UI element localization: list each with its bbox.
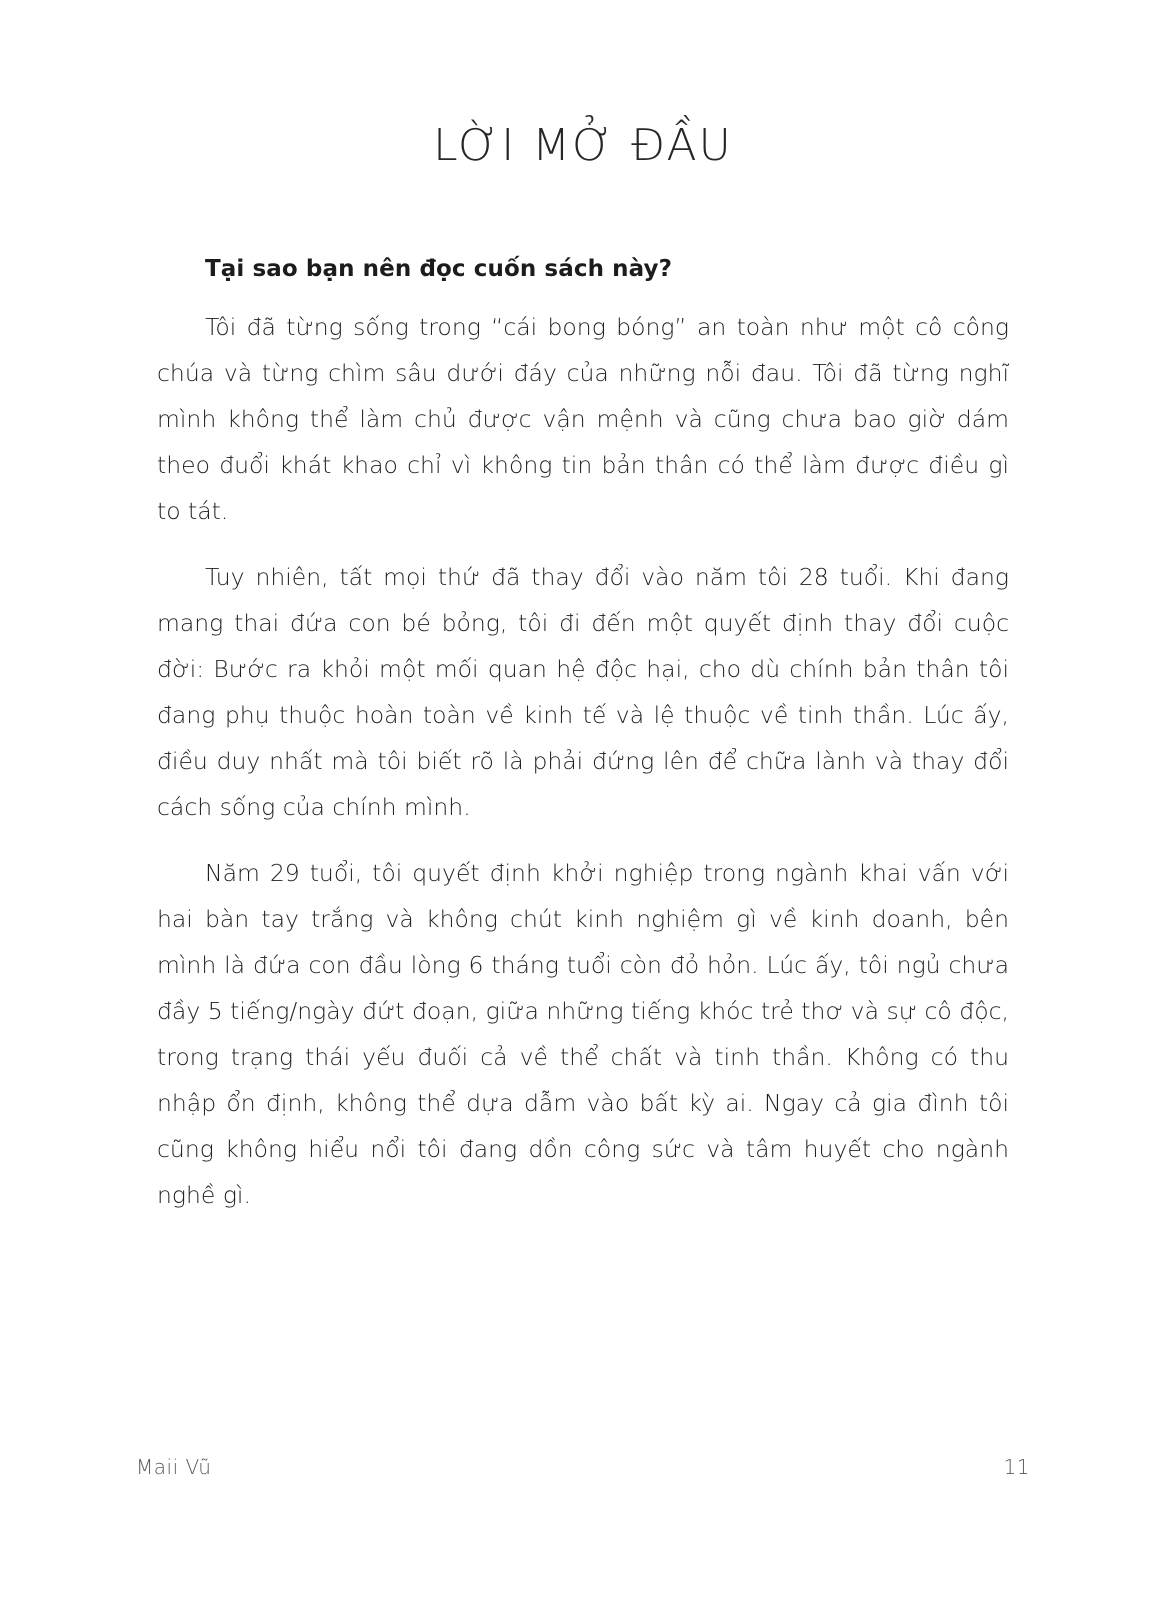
footer-page-number: 11: [1003, 1455, 1030, 1479]
paragraph: Tôi đã từng sống trong “cái bong bóng” an toàn như một cô công chúa và từng chìm sâu dưới đáy của những nỗi đau. Tôi đã từng nghĩ mình không thể làm chủ được vận mệnh và cũng chưa bao giờ dám theo đuổi khát khao chỉ vì không tin bản thân có thể làm được điều gì to tát.: [157, 313, 1009, 526]
section-subheading: Tại sao bạn nên đọc cuốn sách này?: [205, 256, 673, 283]
footer-author: Maii Vũ: [136, 1455, 212, 1479]
chapter-title: LỜI MỞ ĐẦU: [433, 120, 733, 171]
paragraph: Năm 29 tuổi, tôi quyết định khởi nghiệp trong ngành khai vấn với hai bàn tay trắng và không chút kinh nghiệm gì về kinh doanh, bên mình là đứa con đầu lòng 6 tháng tuổi còn đỏ hỏn. Lúc ấy, tôi ngủ chưa đầy 5 tiếng/ngày đứt đoạn, giữa những tiếng khóc trẻ thơ và sự cô độc, trong trạng thái yếu đuối cả về thể chất và tinh thần. Không có thu nhập ổn định, không thể dựa dẫm vào bất kỳ ai. Ngay cả gia đình tôi cũng không hiểu nổi tôi đang dồn công sức và tâm huyết cho ngành nghề gì.: [157, 859, 1009, 1210]
page-content: [157, 170, 1009, 1218]
paragraph: Tuy nhiên, tất mọi thứ đã thay đổi vào năm tôi 28 tuổi. Khi đang mang thai đứa con bé bỏng, tôi đi đến một quyết định thay đổi cuộc đời: Bước ra khỏi một mối quan hệ độc hại, cho dù chính bản thân tôi đang phụ thuộc hoàn toàn về kinh tế và lệ thuộc về tinh thần. Lúc ấy, điều duy nhất mà tôi biết rõ là phải đứng lên để chữa lành và thay đổi cách sống của chính mình.: [157, 563, 1009, 822]
page-footer: [136, 1455, 1030, 1479]
